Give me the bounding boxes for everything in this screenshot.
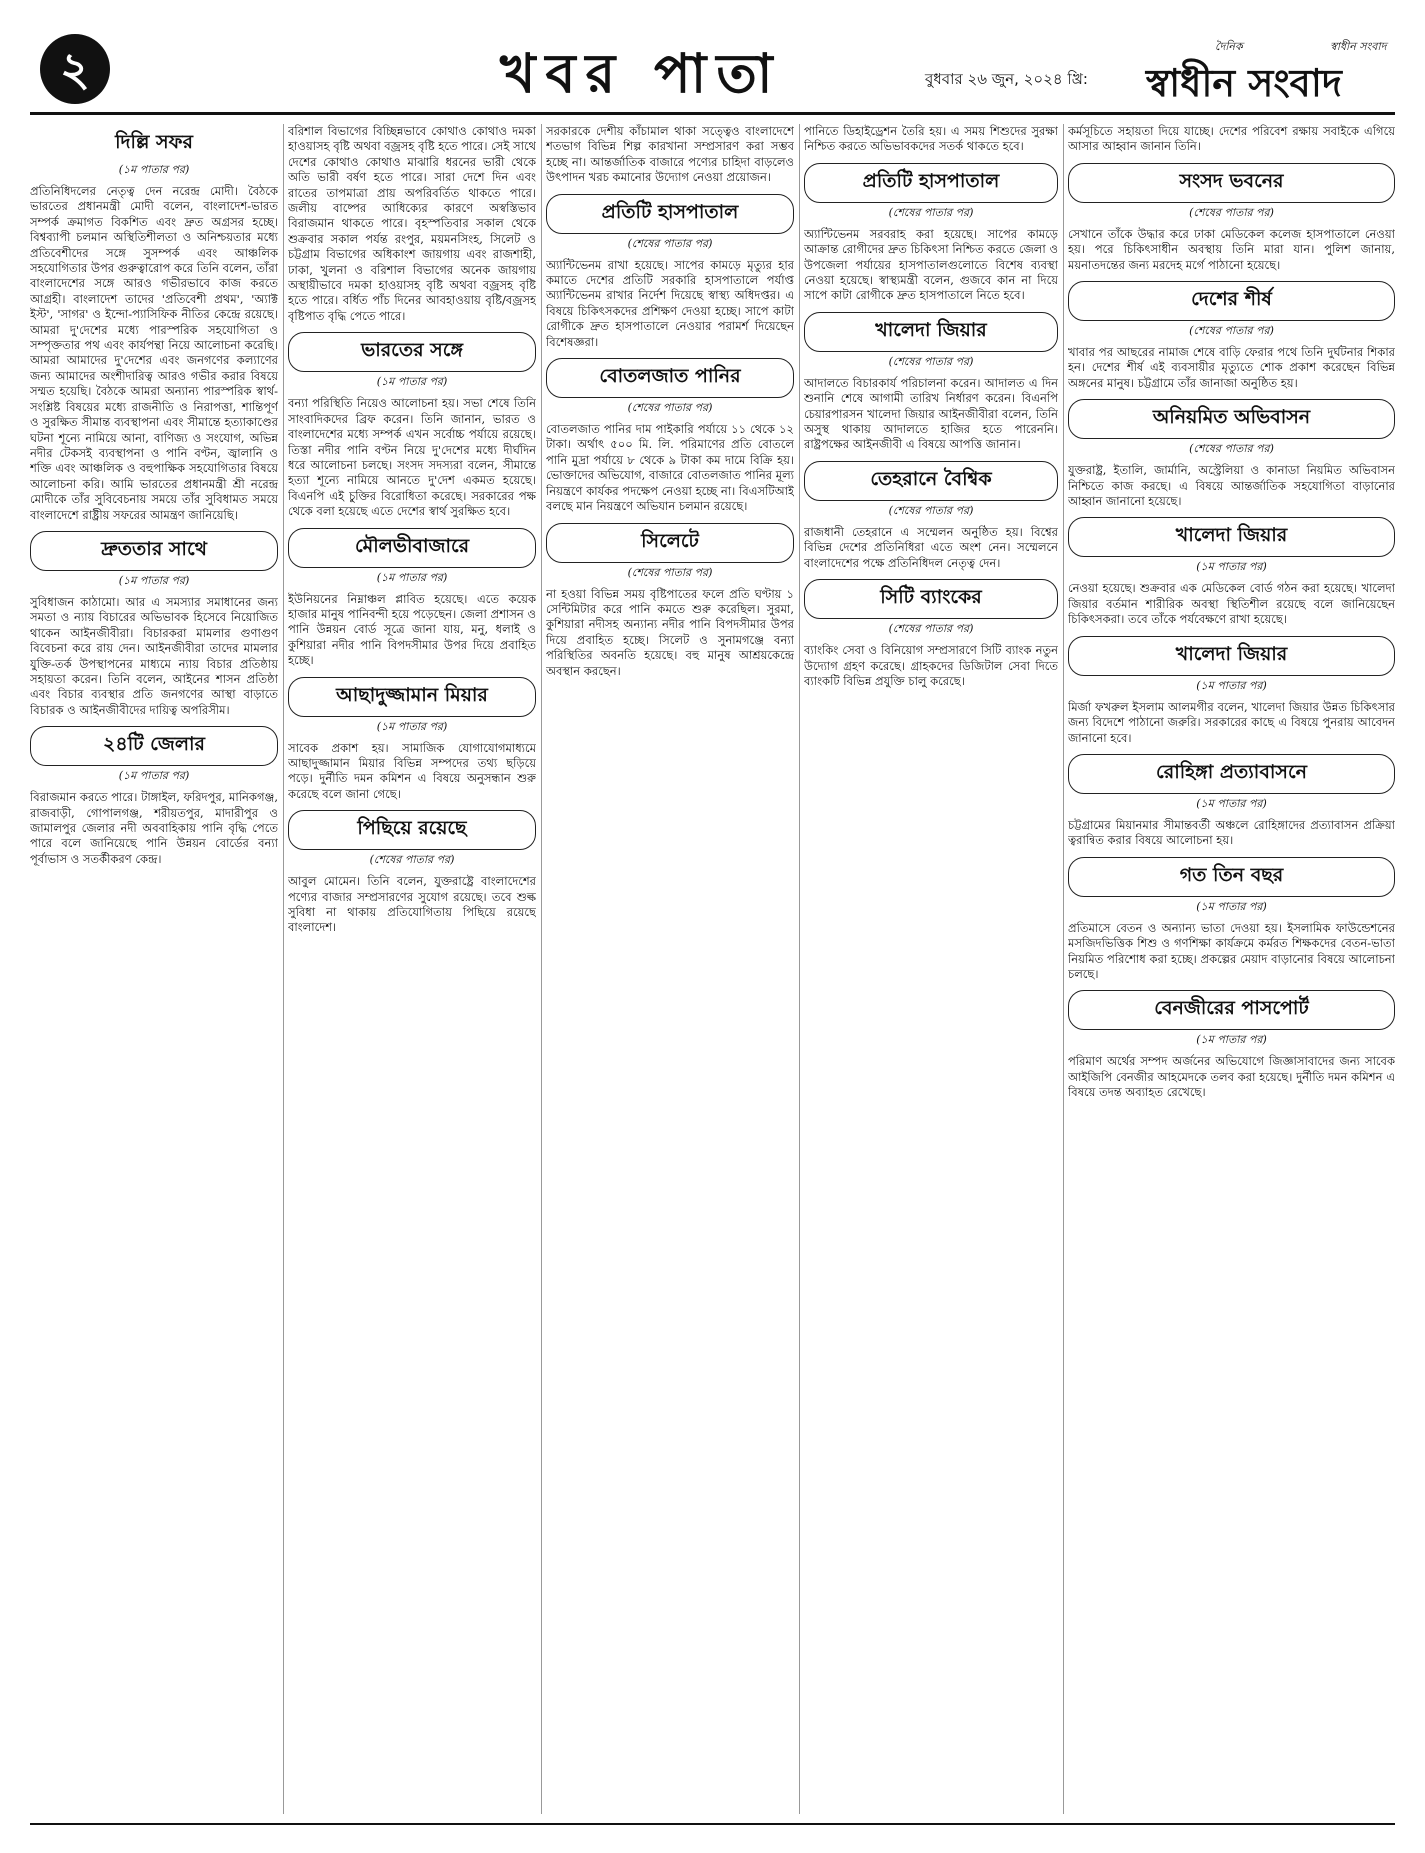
column-divider [799,124,800,1814]
headline-tehrane-boishwik: তেহরানে বৈশ্বিক [804,461,1058,501]
subhead: (শেষের পাতার পর) [627,565,713,579]
column-3 [546,124,794,1824]
article-body: সরকারকে দেশীয় কাঁচামাল থাকা সত্ত্বেও বাংলাদেশে শতভাগ বিভিন্ন শিল্প কারখানা সম্প্রসারণ করা সম্ভব হচ্ছে না। আন্তর্জাতিক বাজারে পণ্যের চাহিদা বাড়লেও উৎপাদন খরচ কমানোর উদ্যোগ নেওয়া প্রয়োজন। [546,124,794,185]
column-1 [30,124,278,1824]
brand-name: স্বাধীন সংবাদ [1146,61,1342,105]
headline-sylhete: সিলেটে [546,523,794,563]
columns [30,124,1395,1824]
top-rule [30,112,1395,115]
article-body: রাজধানী তেহরানে এ সম্মেলন অনুষ্ঠিত হয়। বিশ্বের বিভিন্ন দেশের প্রতিনিধিরা এতে অংশ নেন। সম্মেলনে বাংলাদেশের পক্ষে প্রতিনিধিদল নেতৃত্ব দেন। [804,524,1058,570]
masthead [30,28,1395,110]
column-divider [1063,124,1064,1814]
subhead: (১ম পাতার পর) [1196,678,1267,692]
headline-moulvibazare: মৌলভীবাজারে [288,528,536,568]
column-divider [541,124,542,1814]
headline-rohingya-prottabashone: রোহিঙ্গা প্রত্যাবাসনে [1068,754,1395,794]
article-body: বিরাজমান করতে পারে। টাঙ্গাইল, ফরিদপুর, মানিকগঞ্জ, রাজবাড়ী, গোপালগঞ্জ, শরীয়তপুর, মাদারীপুর ও জামালপুর জেলার নদী অববাহিকায় পানি বৃদ্ধি পেতে পারে বলে জানিয়েছে পানি উন্নয়ন বোর্ডের বন্যা পূর্বাভাস ও সতর্কীকরণ কেন্দ্র। [30,790,278,866]
subhead: (শেষের পাতার পর) [369,853,455,867]
headline-bharoter-shonge: ভারতের সঙ্গে [288,332,536,372]
subhead: (শেষের পাতার পর) [1189,205,1274,219]
article-body: মির্জা ফখরুল ইসলাম আলমগীর বলেন, খালেদা জিয়ার উন্নত চিকিৎসার জন্য বিদেশে পাঠানো জরুরি। সরকারের কাছে এ বিষয়ে পুনরায় আবেদন জানানো হবে। [1068,699,1395,745]
headline-khaleda-ziar-2: খালেদা জিয়ার [1068,517,1395,557]
article-body: সাবেক প্রকাশ হয়। সামাজিক যোগাযোগমাধ্যমে আছাদুজ্জামান মিয়ার বিভিন্ন সম্পদের তথ্য ছড়িয়ে পড়ে। দুর্নীতি দমন কমিশন এ বিষয়ে অনুসন্ধান শুরু করেছে বলে জানা গেছে। [288,740,536,801]
article-body: ব্যাংকিং সেবা ও বিনিয়োগ সম্প্রসারণে সিটি ব্যাংক নতুন উদ্যোগ গ্রহণ করেছে। গ্রাহকদের ডিজিটাল সেবা দিতে ব্যাংকটি বিভিন্ন প্রযুক্তি চালু করেছে। [804,643,1058,688]
article-body: চট্টগ্রামের মিয়ানমার সীমান্তবর্তী অঞ্চলে রোহিঙ্গাদের প্রত্যাবাসন প্রক্রিয়া ত্বরান্বিত করার বিষয়ে আলোচনা হয়। [1068,817,1395,848]
article-body: আবুল মোমেন। তিনি বলেন, যুক্তরাষ্ট্রে বাংলাদেশের পণ্যের বাজার সম্প্রসারণের সুযোগ রয়েছে। তবে শুল্ক সুবিধা না থাকায় প্রতিযোগিতায় পিছিয়ে রয়েছে বাংলাদেশ। [288,874,536,935]
subhead: (১ম পাতার পর) [1196,796,1267,810]
article-body: ইউনিয়নের নিম্নাঞ্চল প্লাবিত হয়েছে। এতে কয়েক হাজার মানুষ পানিবন্দী হয়ে পড়েছেন। জেলা প্রশাসন ও পানি উন্নয়ন বোর্ড সূত্রে জানা যায়, মনু, ধলাই ও কুশিয়ারা নদীর পানি বিপদসীমার উপর দিয়ে প্রবাহিত হচ্ছে। [288,591,536,668]
bottom-rule [30,1823,1395,1825]
article-body: যুক্তরাষ্ট্র, ইতালি, জার্মানি, অস্ট্রেলিয়া ও কানাডা নিয়মিত অভিবাসন নিশ্চিতে কাজ করছে। এ বিষয়ে আন্তর্জাতিক সহযোগিতা বাড়ানোর আহ্বান জানানো হয়েছে। [1068,463,1395,509]
page-number-badge: ২ [40,34,110,104]
headline-khaleda-ziar: খালেদা জিয়ার [804,312,1058,352]
subhead: (শেষের পাতার পর) [888,205,974,219]
article-body: প্রতিনিধিদলের নেতৃত্ব দেন নরেন্দ্র মোদী। বৈঠকে ভারতের প্রধানমন্ত্রী মোদী বলেন, বাংলাদেশ-ভারত সম্পর্ক ক্রমাগত বিকশিত এবং দ্রুত অগ্রসর হচ্ছে। বিশ্বব্যাপী চলমান অস্থিতিশীলতা ও অনিশ্চয়তার মধ্যে প্রতিবেশীদের সঙ্গে সুসম্পর্ক এবং আঞ্চলিক সহযোগিতার উপর গুরুত্বারোপ করে তিনি বলেন, তাঁরা বাংলাদেশের সঙ্গে আরও গভীরভাবে কাজ করতে আগ্রহী। বাংলাদেশ তাদের 'প্রতিবেশী প্রথম', 'অ্যাক্ট ইস্ট', 'সাগর' ও ইন্দো-প্যাসিফিক নীতির কেন্দ্রে রয়েছে। আমরা দু'দেশের মধ্যে পারস্পরিক সহযোগিতা ও সম্পৃক্ততার পথ এবং কার্যপন্থা নিয়ে আলোচনা করেছি। আমরা আমাদের দু'দেশের এবং জনগণের কল্যাণের জন্য আমাদের অংশীদারিত্ব আরও গভীর করার বিষয়ে সম্মত হয়েছি। বৈঠকে আমরা অন্যান্য পারস্পরিক স্বার্থ-সংশ্লিষ্ট বিষয়ের মধ্যে রাজনীতি ও নিরাপত্তা, শান্তিপূর্ণ ও সুরক্ষিত সীমান্ত ব্যবস্থাপনা এবং সীমান্তে হত্যাকাণ্ডের ঘটনা শূন্যে নামিয়ে আনা, বাণিজ্য ও সংযোগ, অভিন্ন নদীর টেকসই ব্যবস্থাপনা ও পানি বণ্টন, জ্বালানি ও শক্তি এবং আঞ্চলিক ও বহুপাক্ষিক সহযোগিতার বিষয়ে আলোচনা করি। আমি ভারতের প্রধানমন্ত্রী শ্রী নরেন্দ্র মোদীকে তাঁর সুবিবেচনায় সময়ে তাঁর সুবিধামত সময়ে বাংলাদেশে রাষ্ট্রীয় সফরের আমন্ত্রণ জানিয়েছি। [30,184,278,522]
headline-botoljat-panir: বোতলজাত পানির [546,358,794,398]
subhead: (১ম পাতার পর) [1196,1033,1267,1047]
article-body: পরিমাণ অর্থের সম্পদ অর্জনের অভিযোগে জিজ্ঞাসাবাদের জন্য সাবেক আইজিপি বেনজীর আহমেদকে তলব করা হয়েছে। দুর্নীতি দমন কমিশন এ বিষয়ে তদন্ত অব্যাহত রেখেছে। [1068,1054,1395,1100]
article-body: অ্যান্টিভেনম সরবরাহ করা হয়েছে। সাপের কামড়ে আক্রান্ত রোগীদের দ্রুত চিকিৎসা নিশ্চিত করতে জেলা ও উপজেলা পর্যায়ের হাসপাতালগুলোতে বিশেষ ব্যবস্থা নেওয়া হয়েছে। স্বাস্থ্যমন্ত্রী বলেন, গুজবে কান না দিয়ে সাপে কাটা রোগীকে দ্রুত হাসপাতালে নিতে হবে। [804,226,1058,303]
article-body: খাবার পর আছরের নামাজ শেষে বাড়ি ফেরার পথে তিনি দুর্ঘটনার শিকার হন। দেশের শীর্ষ এই ব্যবসায়ীর মৃত্যুতে শোক প্রকাশ করেছেন বিভিন্ন অঙ্গনের মানুষ। চট্টগ্রামে তাঁর জানাজা অনুষ্ঠিত হয়। [1068,345,1395,390]
subhead: (শেষের পাতার পর) [888,354,974,368]
column-4 [804,124,1058,1824]
subhead: (শেষের পাতার পর) [888,622,974,636]
headline-protiti-haspatal: প্রতিটি হাসপাতাল [546,194,794,234]
headline-desher-shirsho: দেশের শীর্ষ [1068,281,1395,321]
brand-tag-right: স্বাধীন সংবাদ [1330,40,1387,53]
column-divider [283,124,284,1814]
article-body: প্রতিমাসে বেতন ও অন্যান্য ভাতা দেওয়া হয়। ইসলামিক ফাউন্ডেশনের মসজিদভিত্তিক শিশু ও গণশিক্ষা কার্যক্রমে কর্মরত শিক্ষকদের বেতন-ভাতা নিয়মিত পরিশোধ করা হচ্ছে। প্রকল্পের মেয়াদ বাড়ানোর বিষয়ে আলোচনা চলছে। [1068,920,1395,981]
headline-pichiye-royeche: পিছিয়ে রয়েছে [288,810,536,850]
article-body: বন্যা পরিস্থিতি নিয়েও আলোচনা হয়। সভা শেষে তিনি সাংবাদিকদের ব্রিফ করেন। তিনি জানান, ভারত ও বাংলাদেশের মধ্যে সম্পর্ক এখন সর্বোচ্চ পর্যায়ে রয়েছে। তিস্তা নদীর পানি বণ্টন নিয়ে দু'দেশের মধ্যে দীর্ঘদিন ধরে আলোচনা চলছে। সংসদ সদস্যরা বলেন, সীমান্তে হত্যা শূন্যে নামিয়ে আনতে দু'দেশ একমত হয়েছে। বিএনপি এই চুক্তির বিরোধিতা করেছে। সরকারের পক্ষ থেকে বলা হয়েছে এতে দেশের স্বার্থ সুরক্ষিত হবে। [288,396,536,519]
subhead: (শেষের পাতার পর) [888,503,974,517]
newspaper-brand [1140,38,1395,105]
subhead: (শেষের পাতার পর) [627,401,713,415]
subhead: (১ম পাতার পর) [118,163,190,176]
subhead: (১ম পাতার পর) [118,769,190,783]
subhead: (১ম পাতার পর) [1196,899,1267,913]
article-body: আদালতে বিচারকার্য পরিচালনা করেন। আদালত এ দিন শুনানি শেষে আগামী তারিখ নির্ধারণ করেন। বিএনপি চেয়ারপারসন খালেদা জিয়ার আইনজীবীরা বলেন, তিনি অসুস্থ থাকায় আদালতে হাজির হতে পারেননি। রাষ্ট্রপক্ষের আইনজীবী এ বিষয়ে আপত্তি জানান। [804,375,1058,452]
section-title: খবর পাতা [500,42,783,105]
subhead: (শেষের পাতার পর) [627,236,713,250]
article-body: বোতলজাত পানির দাম পাইকারি পর্যায়ে ১১ থেকে ১২ টাকা। অর্থাৎ ৫০০ মি. লি. পরিমাণের প্রতি বোতলে পানি মুদ্রা পর্যায়ে ৮ থেকে ৯ টাকা কম দামে বিক্রি হয়। ভোক্তাদের অভিযোগ, বাজারে বোতলজাত পানির মূল্য নিয়ন্ত্রণে কার্যকর পদক্ষেপ নেওয়া হচ্ছে না। বিএসটিআই বলছে মান নিয়ন্ত্রণে অভিযান চলমান রয়েছে। [546,422,794,514]
subhead: (১ম পাতার পর) [376,375,448,389]
article-body: নেওয়া হয়েছে। শুক্রবার এক মেডিকেল বোর্ড গঠন করা হয়েছে। খালেদা জিয়ার বর্তমান শারীরিক অবস্থা স্থিতিশীল রয়েছে বলে জানিয়েছেন চিকিৎসকরা। তবে তাঁকে পর্যবেক্ষণে রাখা হয়েছে। [1068,581,1395,627]
article-body: না হওয়া বিভিন্ন সময় বৃষ্টিপাতের ফলে প্রতি ঘণ্টায় ১ সেন্টিমিটার করে পানি কমতে শুরু করেছিল। সুরমা, কুশিয়ারা নদীসহ অন্যান্য নদীর পানি বিপদসীমার উপর দিয়ে প্রবাহিত হচ্ছে। সিলেট ও সুনামগঞ্জে বন্যা পরিস্থিতির অবনতি হয়েছে। বহু মানুষ আশ্রয়কেন্দ্রে অবস্থান করছেন। [546,586,794,678]
newspaper-page [30,28,1395,1828]
headline-asaduzzaman-miyar: আছাদুজ্জামান মিয়ার [288,677,536,717]
headline-benazir-passport: বেনজীরের পাসপোর্ট [1068,990,1395,1030]
subhead: (শেষের পাতার পর) [1189,324,1274,338]
column-2 [288,124,536,1824]
article-body: সুবিধাজন কাঠামো। আর এ সমস্যার সমাধানের জন্য সমতা ও ন্যায় বিচারের অভিভাবক হিসেবে নিয়োজিত থাকেন আইনজীবীরা। বিচারকরা মামলার গুণাগুণ বিবেচনা করে রায় দেন। আইনজীবীরা তাদের মামলার যুক্তি-তর্ক উপস্থাপনের মাধ্যমে ন্যায় বিচার প্রতিষ্ঠায় সহায়তা করেন। তিনি বলেন, আইনের শাসন প্রতিষ্ঠা এবং বিচার ব্যবস্থার প্রতি জনগণের আস্থা বাড়াতে বিচারক ও আইনজীবীদের দায়িত্ব অপরিসীম। [30,594,278,717]
article-body: অ্যান্টিভেনম রাখা হয়েছে। সাপের কামড়ে মৃত্যুর হার কমাতে দেশের প্রতিটি সরকারি হাসপাতালে পর্যাপ্ত অ্যান্টিভেনম রাখার নির্দেশ দিয়েছে স্বাস্থ্য অধিদপ্তর। এ বিষয়ে চিকিৎসকদের প্রশিক্ষণ দেওয়া হচ্ছে। সাপে কাটা রোগীকে দ্রুত হাসপাতালে নেওয়ার পরামর্শ দিয়েছেন বিশেষজ্ঞরা। [546,257,794,349]
subhead: (১ম পাতার পর) [118,573,190,587]
headline-goto-tin-bochor: গত তিন বছর [1068,857,1395,897]
article-body: বরিশাল বিভাগের বিচ্ছিন্নভাবে কোথাও কোথাও দমকা হাওয়াসহ বৃষ্টি অথবা বজ্রসহ বৃষ্টি হতে পারে। সেই সাথে দেশের কোথাও কোথাও মাঝারি ধরনের ভারী থেকে অতি ভারী বর্ষণ হতে পারে। সারা দেশে দিন এবং রাতের তাপমাত্রা প্রায় অপরিবর্তিত থাকতে পারে। জলীয় বাষ্পের আধিক্যের কারণে অস্বস্তিভাব বিরাজমান থাকতে পারে। বৃহস্পতিবার সকাল থেকে শুক্রবার সকাল পর্যন্ত রংপুর, ময়মনসিংহ, সিলেট ও চট্টগ্রাম বিভাগের অধিকাংশ জায়গায় এবং রাজশাহী, ঢাকা, খুলনা ও বরিশাল বিভাগের অনেক জায়গায় অস্থায়ীভাবে দমকা হাওয়াসহ বৃষ্টি অথবা বজ্রসহ বৃষ্টি হতে পারে। বর্ধিত পাঁচ দিনের আবহাওয়ায় বৃষ্টি/বজ্রসহ বৃষ্টিপাত বৃদ্ধি পেতে পারে। [288,124,536,323]
article-body: সেখানে তাঁকে উদ্ধার করে ঢাকা মেডিকেল কলেজ হাসপাতালে নেওয়া হয়। পরে চিকিৎসাধীন অবস্থায় তিনি মারা যান। পুলিশ জানায়, ময়নাতদন্তের জন্য মরদেহ মর্গে পাঠানো হয়েছে। [1068,226,1395,272]
subhead: (১ম পাতার পর) [1196,560,1267,574]
column-5 [1068,124,1395,1824]
headline-24-zelar: ২৪টি জেলার [30,726,278,766]
subhead: (১ম পাতার পর) [376,570,448,584]
article-body: কর্মসূচিতে সহায়তা দিয়ে যাচ্ছে। দেশের পরিবেশ রক্ষায় সবাইকে এগিয়ে আসার আহ্বান জানান তিনি। [1068,124,1395,154]
subhead: (শেষের পাতার পর) [1189,442,1274,456]
brand-tag-left: দৈনিক [1215,40,1243,53]
headline-protiti-haspatal-2: প্রতিটি হাসপাতাল [804,163,1058,203]
headline-sangsad-bhavaner: সংসদ ভবনের [1068,163,1395,203]
headline-dilli-sofor: দিল্লি সফর [115,131,193,153]
headline-khaleda-ziar-3: খালেদা জিয়ার [1068,636,1395,676]
headline-city-banker: সিটি ব্যাংকের [804,579,1058,619]
article-body: পানিতে ডিহাইড্রেশন তৈরি হয়। এ সময় শিশুদের সুরক্ষা নিশ্চিত করতে অভিভাবকদের সতর্ক থাকতে হবে। [804,124,1058,154]
subhead: (১ম পাতার পর) [376,719,448,733]
headline-aniyomito-obhibashon: অনিয়মিত অভিবাসন [1068,399,1395,439]
publication-date: বুধবার ২৬ জুন, ২০২৪ খ্রি: [925,70,1088,88]
headline-druttotar-sathe: দ্রুততার সাথে [30,531,278,571]
